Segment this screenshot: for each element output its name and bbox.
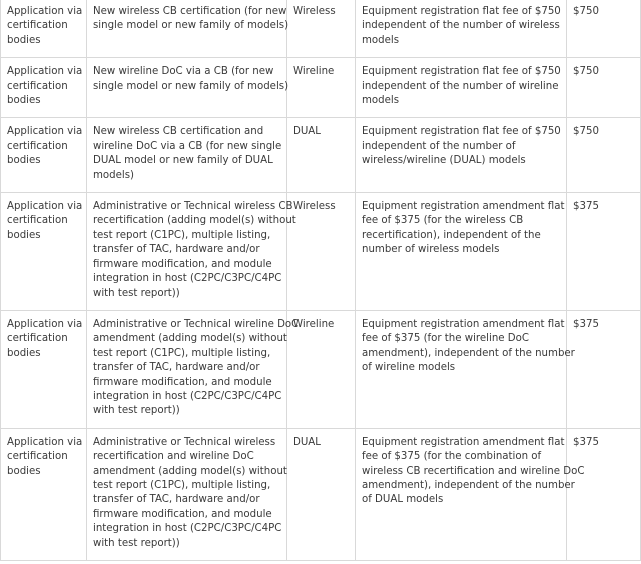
cell-line: Application via — [7, 6, 83, 17]
cell-line: $750 — [573, 6, 599, 17]
table-row — [1, 193, 641, 311]
application-cell — [1, 310, 87, 428]
cell-line: Equipment registration flat fee of $750 — [362, 6, 561, 17]
cell-line: Administrative or Technical wireless CB — [93, 201, 293, 213]
description-cell — [87, 0, 287, 58]
cell-line: independent of the number of wireless — [362, 20, 560, 32]
cell-line: certification — [7, 140, 68, 152]
fee-table-body — [1, 0, 641, 561]
cell-line: integration in host (C2PC/C3PC/C4PC — [93, 273, 282, 285]
cell-line: Equipment registration amendment flat — [362, 436, 565, 448]
fee-basis-cell — [356, 193, 567, 311]
fee-cell — [567, 428, 641, 560]
description-cell — [87, 428, 287, 560]
fee-cell — [567, 118, 641, 193]
cell-line: firmware modification, and module — [93, 508, 272, 520]
cell-line: integration in host (C2PC/C3PC/C4PC — [93, 523, 282, 535]
cell-line: New wireless CB certification and — [93, 126, 264, 138]
cell-line: transfer of TAC, hardware and/or — [93, 362, 260, 374]
fee-basis-cell — [356, 428, 585, 560]
cell-line: transfer of TAC, hardware and/or — [93, 244, 260, 256]
application-cell — [1, 58, 87, 118]
cell-line: Wireline — [293, 66, 335, 78]
application-cell — [1, 118, 87, 193]
cell-line: independent of the number of wireline — [362, 80, 559, 92]
cell-line: models — [362, 34, 400, 46]
cell-line: with test report)) — [93, 287, 180, 299]
cell-line: Wireless — [293, 6, 336, 17]
cell-line: DUAL — [293, 436, 321, 448]
fee-cell — [567, 310, 641, 428]
table-row — [1, 118, 641, 193]
description-cell — [87, 58, 287, 118]
cell-line: of DUAL models — [362, 494, 444, 506]
cell-line: Wireless — [293, 201, 336, 213]
cell-line: fee of $375 (for the wireless CB — [362, 215, 524, 227]
cell-line: bodies — [7, 34, 41, 46]
cell-line: bodies — [7, 347, 41, 359]
cell-line: bodies — [7, 95, 41, 107]
description-cell — [87, 310, 299, 428]
cell-line: fee of $375 (for the combination of — [362, 451, 542, 463]
cell-line: with test report)) — [93, 405, 180, 417]
table-row — [1, 58, 641, 118]
type-cell — [287, 193, 356, 311]
cell-line: Application via — [7, 66, 83, 78]
cell-line: Administrative or Technical wireless — [93, 436, 276, 448]
type-cell — [287, 58, 356, 118]
cell-line: firmware modification, and module — [93, 376, 272, 388]
table-row — [1, 428, 641, 560]
cell-line: test report (C1PC), multiple listing, — [93, 229, 271, 241]
cell-line: Equipment registration amendment flat — [362, 201, 565, 213]
application-cell — [1, 0, 87, 58]
cell-line: certification — [7, 451, 68, 463]
cell-line: wireline DoC via a CB (for new single — [93, 140, 282, 152]
cell-line: Equipment registration flat fee of $750 — [362, 126, 561, 138]
application-cell — [1, 428, 87, 560]
cell-line: firmware modification, and module — [93, 258, 272, 270]
cell-line: amendment (adding model(s) without — [93, 465, 287, 477]
cell-line: bodies — [7, 155, 41, 167]
type-cell — [287, 428, 356, 560]
cell-line: independent of the number of — [362, 140, 516, 152]
cell-line: DUAL — [293, 126, 321, 138]
cell-line: Equipment registration flat fee of $750 — [362, 66, 561, 78]
cell-line: Administrative or Technical wireline DoC — [93, 318, 299, 330]
cell-line: amendment (adding model(s) without — [93, 333, 287, 345]
type-cell — [287, 0, 356, 58]
cell-line: recertification), independent of the — [362, 229, 541, 241]
application-cell — [1, 193, 87, 311]
cell-line: amendment), independent of the number — [362, 479, 575, 491]
cell-line: transfer of TAC, hardware and/or — [93, 494, 260, 506]
cell-line: of wireline models — [362, 362, 456, 374]
description-cell — [87, 193, 296, 311]
fee-cell — [567, 0, 641, 58]
cell-line: $375 — [573, 201, 599, 213]
fee-basis-cell — [356, 118, 567, 193]
fee-cell — [567, 58, 641, 118]
table-row — [1, 0, 641, 58]
cell-line: Application via — [7, 201, 83, 213]
fee-basis-cell — [356, 58, 567, 118]
cell-line: fee of $375 (for the wireline DoC — [362, 333, 529, 345]
cell-line: Application via — [7, 318, 83, 330]
fee-basis-cell — [356, 0, 567, 58]
cell-line: $750 — [573, 126, 599, 138]
cell-line: bodies — [7, 465, 41, 477]
cell-line: New wireline DoC via a CB (for new — [93, 66, 274, 78]
fee-cell — [567, 193, 641, 311]
cell-line: Wireline — [293, 318, 335, 330]
cell-line: certification — [7, 20, 68, 32]
cell-line: single model or new family of models) — [93, 80, 289, 92]
cell-line: DUAL model or new family of DUAL — [93, 155, 273, 167]
cell-line: $750 — [573, 66, 599, 78]
fee-basis-cell — [356, 310, 575, 428]
cell-line: amendment), independent of the number — [362, 347, 575, 359]
cell-line: models) — [93, 169, 135, 181]
cell-line: wireless/wireline (DUAL) models — [362, 155, 526, 167]
cell-line: recertification and wireline DoC — [93, 451, 254, 463]
cell-line: test report (C1PC), multiple listing, — [93, 479, 271, 491]
cell-line: certification — [7, 215, 68, 227]
cell-line: $375 — [573, 436, 599, 448]
cell-line: single model or new family of models) — [93, 20, 289, 32]
cell-line: Application via — [7, 126, 83, 138]
cell-line: models — [362, 95, 400, 107]
cell-line: test report (C1PC), multiple listing, — [93, 347, 271, 359]
cell-line: Equipment registration amendment flat — [362, 318, 565, 330]
cell-line: certification — [7, 80, 68, 92]
cell-line: certification — [7, 333, 68, 345]
type-cell — [287, 118, 356, 193]
cell-line: recertification (adding model(s) without — [93, 215, 296, 227]
cell-line: New wireless CB certification (for new — [93, 6, 287, 17]
cell-line: bodies — [7, 229, 41, 241]
cell-line: wireless CB recertification and wireline DoC — [362, 465, 585, 477]
table-row — [1, 310, 641, 428]
cell-line: integration in host (C2PC/C3PC/C4PC — [93, 390, 282, 402]
cell-line: $375 — [573, 318, 599, 330]
cell-line: with test report)) — [93, 537, 180, 549]
description-cell — [87, 118, 287, 193]
type-cell — [287, 310, 356, 428]
cell-line: Application via — [7, 436, 83, 448]
cell-line: number of wireless models — [362, 244, 500, 256]
